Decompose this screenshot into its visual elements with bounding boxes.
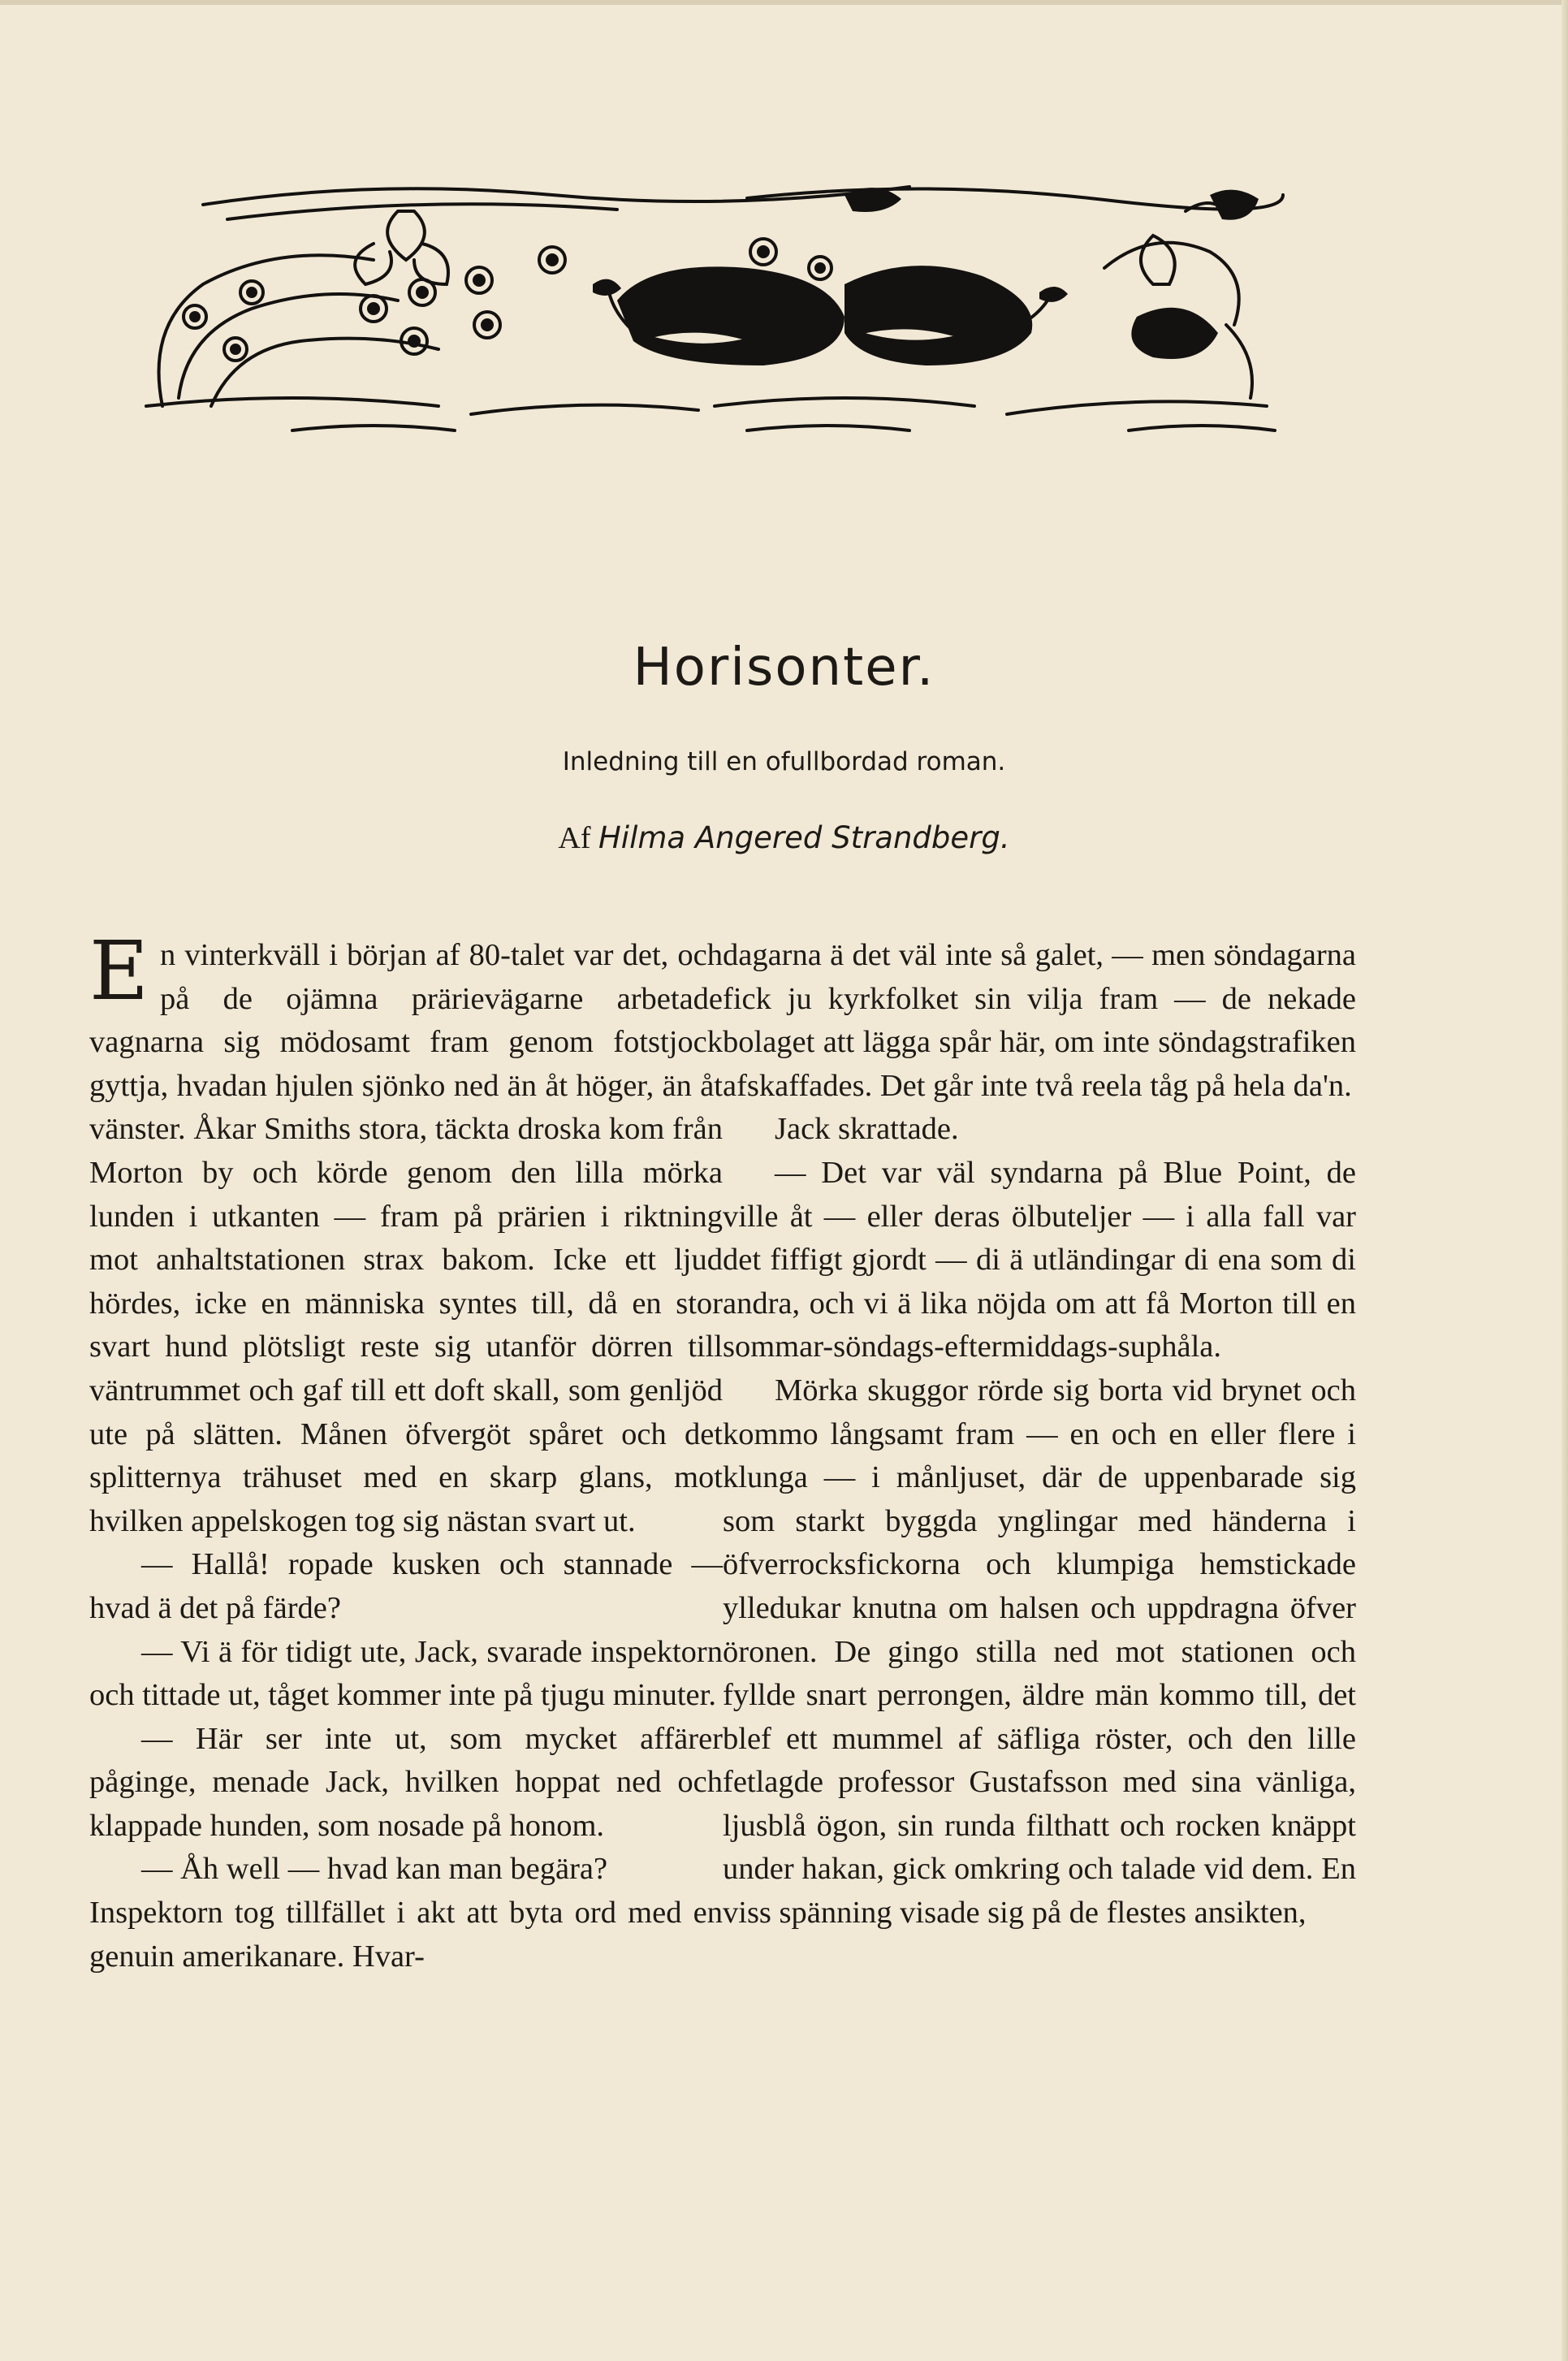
drop-cap: E bbox=[89, 923, 149, 1018]
paragraph: — Här ser inte ut, som mycket affärer pågingе, menade Jack, hvilken hoppat ned och klappade hunden, som nosade på honom. bbox=[89, 1721, 723, 1843]
paragraph: Inspektorn tog tillfället i akt att byta ord med en genuin amerikanare. Hvar- bbox=[89, 1896, 723, 1974]
page-right-edge bbox=[1562, 0, 1568, 2361]
paragraph: — Åh well — hvad kan man begära? bbox=[141, 1852, 608, 1887]
paragraph-text: n vinterkväll i början af 80-talet var det, och på de ojämna prärievägarne arbetade vagnarna sig mödosamt fram genom fotstjock gyttja, hvadan hjulen sjönko ned än åt höger, än åt vänster. Åkar Smiths stora, täckta droska kom från Morton by och körde genom den lilla mörka lunden i utkanten — fram på prärien i riktning mot anhaltstationen strax bakom. Icke ett ljud hördes, icke en människa syntes till, då en stor svart hund plötsligt reste sig utanför dörren till väntrummet och gaf till ett doft skall, som genljöd ute på slätten. Månen öfvergöt spåret och det splitternya trähuset med en skarp glans, mot hvilken appelskogen tog sig nästan svart ut. bbox=[89, 938, 723, 1538]
byline-prefix: Af bbox=[558, 821, 598, 855]
paragraph bbox=[89, 923, 723, 1543]
text-column-left bbox=[89, 923, 723, 1978]
page-top-edge bbox=[0, 0, 1568, 5]
paragraph: — Det var väl syndarna på Blue Point, de ville åt — eller deras ölbuteljer — i alla fall var det fiffigt gjordt — di ä utländingar di ena som di andra, och vi ä lika nöjda om att få Morton till en sommar-söndags-eftermiddags-suphåla. bbox=[723, 1155, 1356, 1364]
author-name: Hilma Angered Strandberg. bbox=[598, 820, 1010, 855]
paragraph: dagarna ä det väl inte så galet, — men söndagarna fick ju kyrkfolket sin vilja fram — de nekade bolaget att lägga spår här, om inte söndagstrafiken afskaffades. Det går inte två reela tåg på hela da'n. bbox=[723, 938, 1356, 1103]
paragraph: Jack skrattade. bbox=[775, 1112, 959, 1147]
byline bbox=[0, 820, 1568, 856]
peacock-ornament-icon bbox=[130, 162, 1291, 439]
article-title: Horisonter. bbox=[633, 638, 935, 698]
text-column-right bbox=[723, 934, 1356, 1935]
paragraph: — Vi ä för tidigt ute, Jack, svarade inspektorn och tittade ut, tåget kommer inte på tjugu minuter. bbox=[89, 1634, 723, 1713]
paragraph: Mörka skuggor rörde sig borta vid brynet och kommo långsamt fram — en och en eller flere i klunga — i månljuset, där de uppenbarade sig som starkt byggda ynglingar med händerna i öfverrocksfickorna och klumpiga hemstickade ylledukar knutna om halsen och uppdragna öfver öronen. De gingo stilla ned mot stationen och fyllde snart perrongen, äldre män kommo till, det blef ett mummel af säfliga röster, och den lille fetlagde professor Gustafsson med sina vänliga, ljusblå ögon, sin runda filthatt och rocken knäppt under hakan, gick omkring och talade vid dem. En viss spänning visade sig på de flestes ansikten, bbox=[723, 1373, 1356, 1931]
article-subtitle: Inledning till en ofullbordad roman. bbox=[562, 747, 1006, 776]
paragraph: — Hallå! ropade kusken och stannade — hvad ä det på färde? bbox=[89, 1547, 723, 1625]
